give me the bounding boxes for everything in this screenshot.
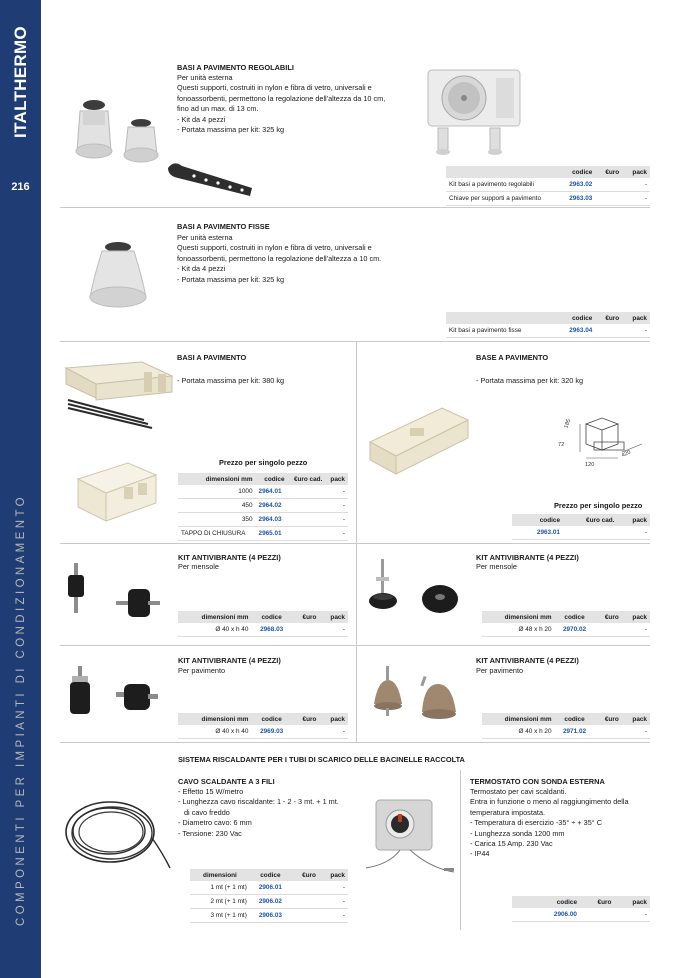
- price-table: [512, 896, 650, 922]
- cell-code: 2971.02: [555, 725, 595, 739]
- antivibration-mount-image: [62, 561, 162, 631]
- cell-code: 2970.02: [555, 623, 595, 637]
- price-table: [482, 611, 650, 637]
- price-table: [512, 514, 650, 540]
- cell-dim: 2 mt (+ 1 mt): [190, 895, 250, 909]
- cell-code: 2963.04: [556, 324, 595, 338]
- table-row: [482, 725, 650, 739]
- divider: [60, 645, 650, 646]
- cell-pack: -: [622, 192, 650, 206]
- cell-pack: -: [622, 725, 650, 739]
- cell-pack: -: [319, 881, 348, 895]
- cell-code: 2964.01: [256, 485, 288, 499]
- divider: [60, 207, 650, 208]
- desc-line: Termostato per cavi scaldanti.: [470, 787, 567, 796]
- col-header: dimensioni mm: [178, 611, 251, 623]
- table-row: [512, 526, 650, 540]
- cell-code: 2906.01: [250, 881, 291, 895]
- cell-dim: Ø 40 x h 40: [178, 725, 251, 739]
- cell-desc: Kit basi a pavimento fisse: [446, 324, 556, 338]
- cell-dim: Ø 40 x h 40: [178, 623, 251, 637]
- cell-pack: -: [319, 623, 348, 637]
- cell-pack: -: [325, 527, 348, 541]
- col-header: €uro: [594, 713, 621, 725]
- table-row: [446, 192, 650, 206]
- page-number: 216: [11, 181, 30, 193]
- col-header: codice: [251, 713, 291, 725]
- desc-line: Per unità esterna: [177, 233, 233, 242]
- section-description: - Portata massima per kit: 380 kg: [177, 376, 285, 385]
- cell-pack: -: [319, 895, 348, 909]
- cell-pack: -: [622, 178, 650, 192]
- product-description: [470, 787, 648, 860]
- desc-line: fonoassorbenti, permettono la regolazione dell'altezza da 10 cm,: [177, 93, 386, 103]
- cell-code: 2963.01: [512, 526, 563, 540]
- cell-code: 2906.00: [512, 908, 580, 922]
- col-header: dimensioni: [190, 869, 250, 881]
- outdoor-unit-image: [424, 68, 524, 160]
- col-header: dimensioni mm: [178, 473, 256, 485]
- cell-code: 2906.03: [250, 909, 291, 923]
- adjustable-base-image: [66, 85, 166, 169]
- kit-title: KIT ANTIVIBRANTE (4 PEZZI): [476, 553, 579, 562]
- table-row: [178, 527, 348, 541]
- section-description: [177, 73, 385, 135]
- rail-profile-image: [74, 459, 158, 525]
- dim-label: 72: [558, 442, 565, 448]
- table-row: [446, 324, 650, 338]
- fixed-base-image: [82, 237, 154, 313]
- col-header: €uro: [292, 611, 320, 623]
- desc-line: fino ad un max. di 13 cm.: [177, 104, 259, 114]
- col-header: codice: [555, 611, 595, 623]
- cell-pack: -: [622, 623, 650, 637]
- table-row: [178, 499, 348, 513]
- kit-subtitle: Per pavimento: [178, 666, 226, 675]
- cell-dim: 3 mt (+ 1 mt): [190, 909, 250, 923]
- divider: [60, 543, 650, 544]
- cell-code: 2965.01: [256, 527, 288, 541]
- col-header: pack: [325, 473, 348, 485]
- table-row: [178, 623, 348, 637]
- cell-dim: Ø 40 x h 20: [482, 725, 555, 739]
- col-header: codice: [512, 896, 580, 908]
- cell-pack: -: [325, 485, 348, 499]
- price-table: [190, 869, 348, 923]
- dim-label: 420: [620, 449, 632, 459]
- table-row: [178, 513, 348, 527]
- cell-pack: -: [622, 324, 650, 338]
- kit-subtitle: Per mensole: [476, 562, 517, 571]
- antivibration-mount-image: [366, 664, 466, 726]
- kit-title: KIT ANTIVIBRANTE (4 PEZZI): [178, 553, 281, 562]
- kit-title: KIT ANTIVIBRANTE (4 PEZZI): [476, 656, 579, 665]
- divider: [60, 742, 650, 743]
- col-header: €uro: [594, 611, 621, 623]
- cell-pack: -: [319, 909, 348, 923]
- table-row: [178, 725, 348, 739]
- wrench-key-image: [164, 160, 254, 202]
- section-description: - Portata massima per kit: 320 kg: [476, 376, 584, 385]
- col-header: pack: [622, 611, 650, 623]
- block-base-image: [366, 402, 470, 476]
- col-header: pack: [319, 713, 348, 725]
- table-row: [190, 895, 348, 909]
- desc-line: Questi supporti, costruiti in nylon e fibra di vetro, universali e: [177, 83, 372, 93]
- desc-line: fonoassorbenti, permettono la regolazione dell'altezza a 10 cm.: [177, 253, 382, 263]
- dim-label: 120: [585, 462, 595, 468]
- col-header: pack: [622, 166, 650, 178]
- col-header: pack: [614, 896, 650, 908]
- cell-desc: Chiave per supporti a pavimento: [446, 192, 556, 206]
- antivibration-mount-image: [64, 664, 164, 724]
- desc-line: temperatura impostata.: [470, 807, 546, 817]
- cell-pack: -: [325, 499, 348, 513]
- desc-line: - Lunghezza cavo riscaldante: 1 - 2 - 3 mt. + 1 mt.: [178, 797, 339, 807]
- price-table: [178, 713, 348, 739]
- col-header: codice: [256, 473, 288, 485]
- col-header: codice: [555, 713, 595, 725]
- section-heading: SISTEMA RISCALDANTE PER I TUBI DI SCARICO DELLE BACINELLE RACCOLTA: [178, 755, 465, 764]
- col-header: €uro cad.: [288, 473, 326, 485]
- desc-line: di cavo freddo: [184, 807, 230, 817]
- col-header: pack: [622, 713, 650, 725]
- col-header: €uro: [580, 896, 614, 908]
- col-header: pack: [622, 312, 650, 324]
- price-table: [178, 473, 348, 541]
- side-category: [0, 490, 41, 930]
- cell-dim: 450: [178, 499, 256, 513]
- desc-line: - Carica 15 Amp. 230 Vac: [470, 839, 553, 849]
- desc-line: - Portata massima per kit: 325 kg: [177, 125, 285, 135]
- desc-line: Per unità esterna: [177, 73, 233, 82]
- divider-vertical: [356, 342, 357, 742]
- price-table: [482, 713, 650, 739]
- col-header: €uro cad.: [563, 514, 617, 526]
- col-header: codice: [512, 514, 563, 526]
- cell-code: 2963.03: [556, 192, 595, 206]
- cell-dim: Ø 48 x h 20: [482, 623, 555, 637]
- price-note: Prezzo per singolo pezzo: [219, 458, 308, 467]
- brand-logo: [3, 12, 39, 152]
- section-title: BASI A PAVIMENTO FISSE: [177, 222, 270, 231]
- col-header: codice: [556, 166, 595, 178]
- antivibration-mount-image: [364, 557, 464, 623]
- kit-subtitle: Per mensole: [178, 562, 219, 571]
- cell-code: 2964.03: [256, 513, 288, 527]
- section-description: [177, 233, 381, 285]
- col-header: dimensioni mm: [482, 713, 555, 725]
- desc-line: - Diametro cavo: 6 mm: [178, 818, 252, 828]
- cell-code: 2968.03: [251, 623, 291, 637]
- cell-pack: -: [325, 513, 348, 527]
- cell-pack: -: [319, 725, 348, 739]
- kit-subtitle: Per pavimento: [476, 666, 524, 675]
- col-header: €uro: [595, 166, 622, 178]
- side-category-text: COMPONENTI PER IMPIANTI DI CONDIZIONAMENTO: [14, 493, 27, 927]
- desc-line: Questi supporti, costruiti in nylon e fibra di vetro, universali e: [177, 243, 372, 253]
- col-header: pack: [319, 611, 348, 623]
- divider: [60, 341, 650, 342]
- cell-dim: 1000: [178, 485, 256, 499]
- table-row: [482, 623, 650, 637]
- desc-line: Entra in funzione o meno al raggiungimento della: [470, 797, 629, 807]
- cell-pack: -: [614, 908, 650, 922]
- section-title: BASI A PAVIMENTO: [177, 353, 247, 362]
- rail-base-image: [64, 358, 176, 432]
- col-header: pack: [617, 514, 650, 526]
- table-row: [190, 909, 348, 923]
- cell-desc: Kit basi a pavimento regolabili: [446, 178, 556, 192]
- desc-line: - Effetto 15 W/metro: [178, 787, 244, 796]
- col-header: dimensioni mm: [482, 611, 555, 623]
- product-description: [178, 787, 339, 839]
- cell-code: 2969.03: [251, 725, 291, 739]
- table-row: [446, 178, 650, 192]
- product-title: CAVO SCALDANTE A 3 FILI: [178, 777, 275, 786]
- thermostat-image: [360, 792, 460, 880]
- price-table: [446, 312, 650, 338]
- price-table: [446, 166, 650, 206]
- section-title: BASE A PAVIMENTO: [476, 353, 549, 362]
- divider-vertical: [460, 770, 461, 930]
- col-header: €uro: [291, 869, 319, 881]
- cell-dim: TAPPO DI CHIUSURA: [178, 527, 256, 541]
- brand-name: ITALTHERMO: [11, 26, 30, 138]
- cell-dim: 350: [178, 513, 256, 527]
- cell-code: 2964.02: [256, 499, 288, 513]
- desc-line: - Kit da 4 pezzi: [177, 114, 226, 124]
- table-row: [512, 908, 650, 922]
- price-table: [178, 611, 348, 637]
- section-title: BASI A PAVIMENTO REGOLABILI: [177, 63, 294, 72]
- desc-line: - Temperatura di esercizio -35° ÷ + 35° C: [470, 818, 602, 828]
- col-header: codice: [251, 611, 291, 623]
- cell-code: 2906.02: [250, 895, 291, 909]
- dim-label: 185: [563, 418, 573, 430]
- cell-dim: 1 mt (+ 1 mt): [190, 881, 250, 895]
- col-header: codice: [556, 312, 595, 324]
- price-note: Prezzo per singolo pezzo: [554, 501, 643, 510]
- product-title: TERMOSTATO CON SONDA ESTERNA: [470, 777, 605, 786]
- col-header: codice: [250, 869, 291, 881]
- col-header: €uro: [292, 713, 320, 725]
- desc-line: - Lunghezza sonda 1200 mm: [470, 828, 565, 838]
- kit-title: KIT ANTIVIBRANTE (4 PEZZI): [178, 656, 281, 665]
- col-header: €uro: [595, 312, 622, 324]
- col-header: pack: [319, 869, 348, 881]
- desc-line: - Kit da 4 pezzi: [177, 264, 226, 274]
- dimension-diagram: [552, 412, 650, 472]
- table-row: [178, 485, 348, 499]
- col-header: dimensioni mm: [178, 713, 251, 725]
- desc-line: - Portata massima per kit: 325 kg: [177, 274, 285, 284]
- desc-line: - Tensione: 230 Vac: [178, 828, 242, 838]
- table-row: [190, 881, 348, 895]
- cell-code: 2963.02: [556, 178, 595, 192]
- desc-line: - IP44: [470, 849, 490, 859]
- heating-cable-image: [60, 792, 172, 872]
- cell-pack: -: [617, 526, 650, 540]
